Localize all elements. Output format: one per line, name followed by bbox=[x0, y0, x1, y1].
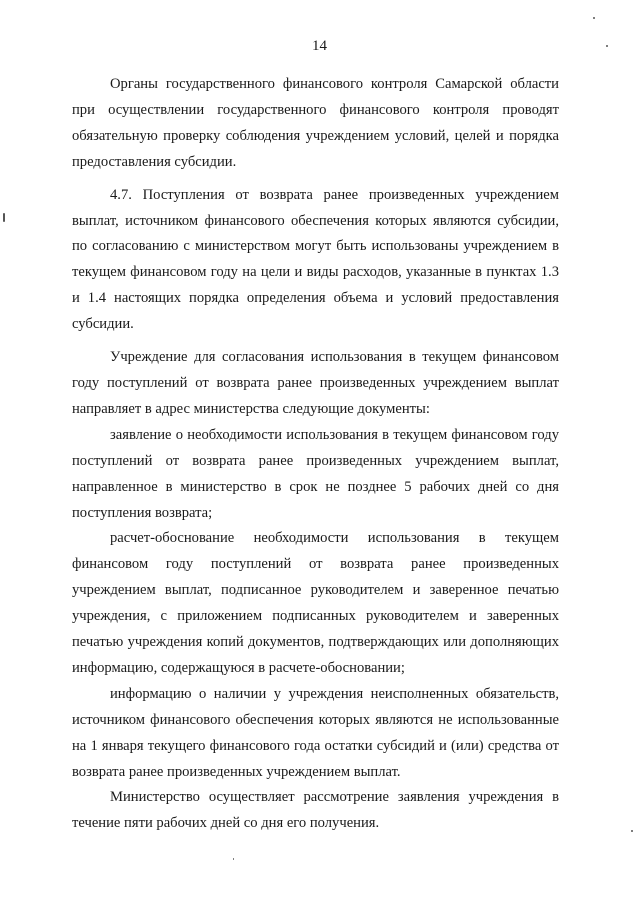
scan-speck bbox=[233, 858, 234, 860]
paragraph-documents-intro: Учреждение для согласования использования в текущем финансовом году поступлений от возврата ранее произведенных учреждением выплат направляет в адрес министерства следующие документы: bbox=[72, 349, 559, 417]
document-body bbox=[72, 72, 559, 837]
scan-speck bbox=[593, 17, 595, 19]
paragraph-ministry-review: Министерство осуществляет рассмотрение заявления учреждения в течение пяти рабочих дней со дня его получения. bbox=[72, 789, 559, 832]
scan-speck bbox=[631, 830, 633, 832]
paragraph-financial-control: Органы государственного финансового контроля Самарской области при осуществлении государственного финансового контроля проводят обязательную проверку соблюдения учреждением условий, целей и порядка предоставления субсидии. bbox=[72, 76, 559, 170]
paragraph-calculation: расчет-обоснование необходимости использования в текущем финансовом году поступлений от возврата ранее произведенных учреждением выплат, подписанное руководителем и заверенное печатью учреждения, с приложением подписанных руководителем и заверенных печатью учреждения копий документов, подтверждающих или дополняющих информацию, содержащуюся в расчете-обосновании; bbox=[72, 530, 559, 676]
page-number: 14 bbox=[312, 38, 327, 54]
paragraph-obligations-info: информацию о наличии у учреждения неисполненных обязательств, источником финансового обеспечения которых являются не использованные на 1 января текущего финансового года остатки субсидий и (или) средства от возврата ранее произведенных учреждением выплат. bbox=[72, 685, 559, 780]
paragraph-application: заявление о необходимости использования в текущем финансовом году поступлений от возврата ранее произведенных учреждением выплат, направленное в министерство в срок не позднее 5 рабочих дней со дня поступления возврата; bbox=[72, 426, 559, 521]
paragraph-4-7: 4.7. Поступления от возврата ранее произведенных учреждением выплат, источником финансового обеспечения которых являются субсидии, по согласованию с министерством могут быть использованы учреждением в текущем финансовом году на цели и виды расходов, указанные в пунктах 1.3 и 1.4 настоящих порядка определения объема и условий предоставления субсидии. bbox=[72, 186, 559, 333]
scan-speck bbox=[606, 45, 608, 47]
scan-speck bbox=[3, 213, 5, 222]
